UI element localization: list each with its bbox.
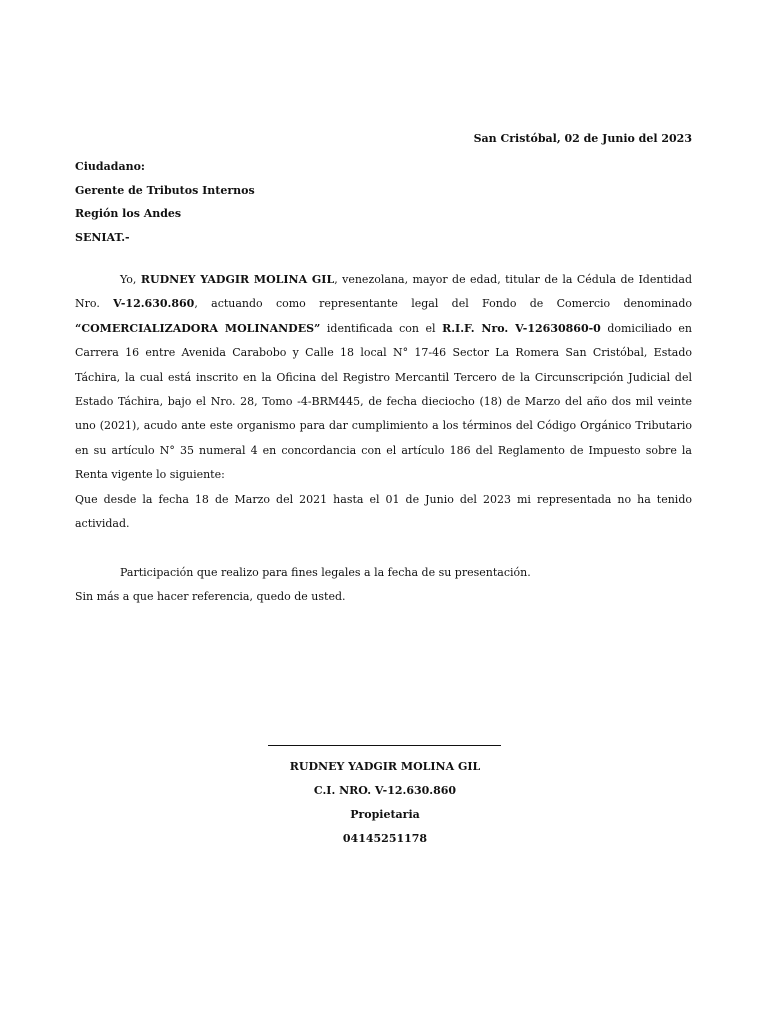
declaration-rif-text: identificada con el bbox=[320, 321, 443, 335]
declaration-role-text: , actuando como representante legal del Fondo de Comercio denominado bbox=[194, 297, 692, 311]
company-name: “COMERCIALIZADORA MOLINANDES” bbox=[75, 321, 321, 335]
company-rif: R.I.F. Nro. V-12630860-0 bbox=[442, 321, 601, 335]
declaration-id-text: , venezolana, mayor de edad, titular de la Cédula de Identidad Nro. bbox=[75, 273, 693, 311]
body-paragraph-inactivity: Que desde la fecha 18 de Marzo del 2021 hasta el 01 de Junio del 2023 mi representada no ha tenido actividad. bbox=[75, 492, 692, 531]
addressee-region: Región los Andes bbox=[75, 207, 182, 220]
signer-phone: 04145251178 bbox=[342, 832, 428, 845]
addressee-institution: SENIAT.- bbox=[75, 230, 130, 244]
body-paragraph-declaration bbox=[75, 268, 692, 488]
letter-date: San Cristóbal, 02 de Junio del 2023 bbox=[473, 132, 692, 145]
closing-farewell: Sin más a que hacer referencia, quedo de usted. bbox=[75, 590, 346, 603]
signer-role: Propietaria bbox=[350, 808, 420, 821]
addressee-salutation: Ciudadano: bbox=[75, 160, 145, 173]
declaration-details: domiciliado en Carrera 16 entre Avenida Carabobo y Calle 18 local N° 17-46 Sector La Romera San Cristóbal, Estado Táchira, la cual está inscrito en la Oficina del Registro Mercantil Tercero de la Circunscripción Judicial del Estado Táchira, bajo el Nro. 28, Tomo -4-BRM445, de fecha dieciocho (18) de Marzo del año dos mil veinte uno (2021), acudo ante este organismo para dar cumplimiento a los términos del Código Orgánico Tributario en su artículo N° 35 numeral 4 en concordancia con el artículo 186 del Reglamento de Impuesto sobre la Renta vigente lo siguiente: bbox=[75, 321, 692, 482]
closing-block bbox=[75, 561, 692, 609]
signer-name: RUDNEY YADGIR MOLINA GIL bbox=[289, 760, 481, 773]
signature-line bbox=[268, 745, 501, 746]
signer-id: C.I. NRO. V-12.630.860 bbox=[313, 784, 457, 797]
declaration-intro: Yo, bbox=[120, 273, 141, 286]
addressee-position: Gerente de Tributos Internos bbox=[75, 183, 255, 197]
addressee-block bbox=[75, 155, 255, 249]
signature-block bbox=[200, 755, 570, 851]
letter-body bbox=[75, 268, 692, 536]
declarant-name: RUDNEY YADGIR MOLINA GIL bbox=[140, 273, 335, 286]
declarant-id-number: V-12.630.860 bbox=[113, 297, 195, 311]
closing-participation: Participación que realizo para fines legales a la fecha de su presentación. bbox=[120, 566, 531, 579]
